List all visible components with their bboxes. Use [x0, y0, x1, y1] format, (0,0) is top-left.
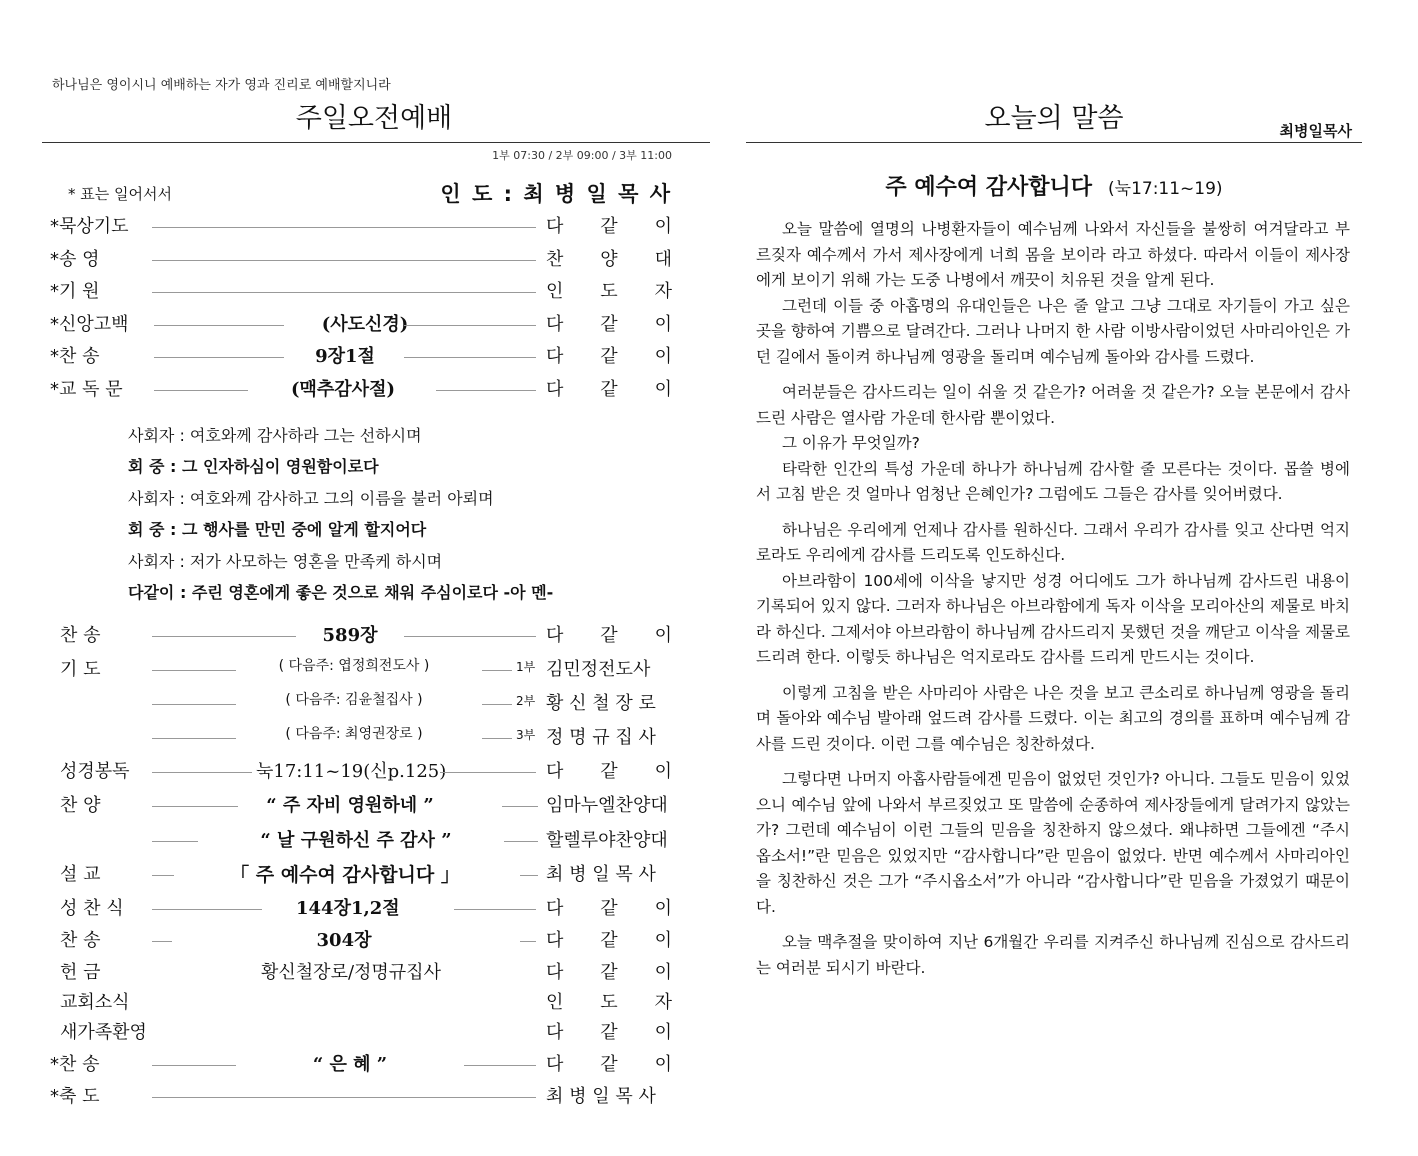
leader-line: [404, 357, 536, 358]
next-week-prayer: ( 다음주: 김윤철집사 ): [285, 692, 423, 708]
order-detail: (사도신경): [321, 314, 409, 335]
order-item-invocation: [50, 277, 672, 307]
order-item-prayer: [50, 723, 672, 753]
leader-line: [436, 390, 536, 391]
sermon-paragraph: 오늘 말씀에 열명의 나병환자들이 예수님께 나와서 자신들을 불쌍히 여겨달라고 부르짖자 예수께서 가서 제사장에게 너희 몸을 보이라 라고 하셨다. 따라서 이들이 제사장에게 보이기 위해 가는 도중 나병에서 깨끗이 치유된 것을 알게 된다.: [756, 220, 1350, 289]
order-label: 설 교: [60, 864, 101, 885]
service-part: 3부: [516, 728, 536, 742]
order-detail: 황신철장로/정명규집사: [261, 962, 441, 983]
order-item-benediction: [50, 1082, 672, 1112]
order-label: *신앙고백: [50, 314, 129, 335]
order-detail: 589장: [322, 625, 378, 646]
sermon-paragraph: 타락한 인간의 특성 가운데 하나가 하나님께 감사할 줄 모른다는 것이다. 몹쓸 병에서 고침 받은 것 얼마나 엄청난 은혜인가? 그럼에도 그들은 감사를 잊어버렸다.: [756, 459, 1350, 503]
leader-line: [152, 670, 236, 671]
leader-line: [154, 390, 248, 391]
responsive-line: 회 중 : 그 행사를 만민 중에 알게 할지어다: [128, 520, 427, 539]
leader-line: [520, 941, 536, 942]
order-item-anthem: [50, 826, 672, 856]
next-week-prayer: ( 다음주: 최영권장로 ): [285, 726, 423, 742]
choir-name: 임마누엘찬양대: [546, 795, 668, 816]
responsive-line: 다같이 : 주린 영혼에게 좋은 것으로 채워 주심이로다 -아 멘-: [128, 583, 554, 602]
order-item-new-family-welcome: [50, 1018, 672, 1048]
order-label: 찬 양: [60, 795, 101, 816]
service-times: 1부 07:30 / 2부 09:00 / 3부 11:00: [492, 149, 672, 162]
order-person: 최 병 일 목 사: [546, 864, 656, 885]
order-item-silent-prayer: [50, 212, 672, 242]
leader-line: [482, 738, 512, 739]
order-person: 다 같 이: [546, 1022, 672, 1043]
order-person: 다 같 이: [546, 930, 672, 951]
order-label: *찬 송: [50, 1054, 100, 1075]
order-label: *교 독 문: [50, 379, 123, 400]
sermon-title: 주 예수여 감사합니다: [885, 175, 1093, 200]
order-label: *축 도: [50, 1086, 100, 1107]
choir-name: 할렐루야찬양대: [546, 830, 668, 851]
order-label: 성경봉독: [60, 761, 130, 782]
responsive-line: 사회자 : 여호와께 감사하고 그의 이름을 불러 아뢰며: [128, 489, 494, 508]
order-person: 다 같 이: [546, 216, 672, 237]
leader-line: [152, 941, 172, 942]
page-title: 주일오전예배: [295, 103, 453, 134]
leader-line: [152, 875, 174, 876]
order-person: 다 같 이: [546, 346, 672, 367]
order-person: 다 같 이: [546, 314, 672, 335]
leader-line: [152, 292, 536, 293]
order-item-prayer: [50, 689, 672, 719]
prayer-leader: 황 신 철 장 로: [546, 693, 656, 714]
order-item-prayer: [50, 655, 672, 685]
leader-line: [440, 772, 536, 773]
order-detail: 눅17:11~19(신p.125): [256, 761, 447, 782]
leader: 인 도 : 최 병 일 목 사: [440, 182, 672, 206]
sermon-paragraph: 여러분들은 감사드리는 일이 쉬울 것 같은가? 어려울 것 같은가? 오늘 본문에서 감사드린 사람은 열사람 가운데 한사람 뿐이었다.: [756, 383, 1350, 427]
order-item-hymn: [50, 621, 672, 651]
leader-line: [502, 806, 538, 807]
sermon-paragraph: 이렇게 고침을 받은 사마리아 사람은 나은 것을 보고 큰소리로 하나님께 영광을 돌리며 돌아와 예수님 발아래 엎드려 감사를 드렸다. 이는 최고의 경의를 표하며 예수님께 감사를 드린 것이다. 이런 그를 예수님은 칭찬하셨다.: [756, 683, 1350, 753]
order-person: 인 도 자: [546, 992, 672, 1013]
order-person: 다 같 이: [546, 761, 672, 782]
order-label: 찬 송: [60, 930, 101, 951]
order-label: *찬 송: [50, 346, 100, 367]
divider: [42, 142, 710, 143]
order-person: 인 도 자: [546, 281, 672, 302]
prayer-leader: 김민정전도사: [546, 659, 651, 680]
order-detail: 144장1,2절: [296, 898, 400, 919]
order-item-praise: [50, 245, 672, 275]
leader-line: [152, 704, 236, 705]
sermon-paragraph: 하나님은 우리에게 언제나 감사를 원하신다. 그래서 우리가 감사를 잊고 산다면 억지로라도 우리에게 감사를 드리도록 인도하신다.: [756, 520, 1350, 564]
order-person: 다 같 이: [546, 1054, 672, 1075]
order-item-church-news: [50, 988, 672, 1018]
order-item-offering: [50, 958, 672, 988]
sermon-paragraph: 그렇다면 나머지 아홉사람들에겐 믿음이 없었던 것인가? 아니다. 그들도 믿음이 있었으니 예수님 앞에 나와서 부르짖었고 또 말씀에 순종하여 제사장들에게 달려가지 않았는가? 그런데 예수님이 이런 그들의 믿음을 칭찬하지 않으셨다. 왜냐하면 그들에겐 “주시옵소서!”란 믿음은 있었지만 “감사합니다”란 믿음이 없었다. 반면 예수께서 사마리아인을 칭찬하신 것은 그가 “주시옵소서”가 아니라 “감사합니다”란 믿음을 가졌었기 때문이다.: [756, 770, 1350, 916]
order-label: 기 도: [60, 659, 101, 680]
prayer-leader: 정 명 규 집 사: [546, 727, 656, 748]
order-label: 성 찬 식: [60, 898, 124, 919]
order-detail: 304장: [316, 930, 372, 951]
responsive-line: 회 중 : 그 인자하심이 영원함이로다: [128, 457, 379, 476]
anthem-title: “ 주 자비 영원하네 ”: [266, 795, 434, 816]
divider: [746, 142, 1362, 143]
order-item-scripture: [50, 757, 672, 787]
stand-note: * 표는 일어서서: [68, 185, 172, 203]
responsive-line: 사회자 : 여호와께 감사하라 그는 선하시며: [128, 426, 422, 445]
motto: 하나님은 영이시니 예배하는 자가 영과 진리로 예배할지니라: [52, 78, 391, 93]
leader-line: [152, 1097, 536, 1098]
leader-line: [152, 227, 536, 228]
service-part: 2부: [516, 694, 536, 708]
sermon-paragraph: 오늘 맥추절을 맞이하여 지난 6개월간 우리를 지켜주신 하나님께 진심으로 감사드리는 여러분 되시기 바란다.: [756, 933, 1350, 977]
order-detail: (맥추감사절): [291, 379, 395, 400]
responsive-line: 사회자 : 저가 사모하는 영혼을 만족케 하시며: [128, 552, 443, 571]
leader-line: [454, 909, 536, 910]
scripture-reference: (눅17:11~19): [1108, 179, 1223, 199]
anthem-title: “ 날 구원하신 주 감사 ”: [260, 830, 452, 851]
sermon-body: [756, 217, 1350, 981]
order-person: 다 같 이: [546, 625, 672, 646]
leader-line: [520, 875, 538, 876]
order-person: 최 병 일 목 사: [546, 1086, 656, 1107]
order-label: *송 영: [50, 249, 100, 270]
leader-line: [152, 806, 238, 807]
next-week-prayer: ( 다음주: 엽정희전도사 ): [278, 658, 430, 674]
page-title: 오늘의 말씀: [984, 103, 1124, 134]
order-item-communion: [50, 894, 672, 924]
order-item-sermon: [50, 860, 672, 890]
order-person: 다 같 이: [546, 962, 672, 983]
order-person: 찬 양 대: [546, 249, 672, 270]
sermon-paragraph: 그 이유가 무엇일까?: [782, 434, 920, 452]
order-label: *기 원: [50, 281, 100, 302]
leader-line: [482, 670, 512, 671]
order-item-hymn: [50, 926, 672, 956]
sermon-paragraph: 그런데 이들 중 아홉명의 유대인들은 나은 줄 알고 그냥 그대로 자기들이 가고 싶은 곳을 향하여 기쁨으로 달려간다. 그러나 나머지 한 사람 이방사람이었던 사마리아인은 가던 길에서 돌이켜 하나님께 영광을 돌리며 예수님께 돌아와 감사를 드렸다.: [756, 296, 1350, 366]
service-part: 1부: [516, 660, 536, 674]
order-detail: 9장1절: [315, 346, 375, 367]
leader-line: [504, 841, 538, 842]
leader-line: [152, 772, 252, 773]
order-item-hymn: [50, 342, 672, 372]
leader-line: [152, 841, 198, 842]
sermon-heading: [746, 170, 1362, 201]
order-person: 다 같 이: [546, 379, 672, 400]
order-item-creed: [50, 310, 672, 340]
leader-line: [154, 357, 284, 358]
leader-line: [464, 1065, 536, 1066]
leader-line: [154, 325, 284, 326]
author-name: 최병일목사: [1279, 122, 1352, 140]
leader-line: [404, 325, 536, 326]
sermon-title: 「 주 예수여 감사합니다 」: [230, 864, 460, 886]
order-item-hymn: [50, 1050, 672, 1080]
order-label: 헌 금: [60, 962, 101, 983]
order-label: 새가족환영: [60, 1022, 147, 1043]
order-label: 찬 송: [60, 625, 101, 646]
leader-line: [152, 738, 236, 739]
leader-line: [152, 636, 296, 637]
leader-line: [152, 1065, 236, 1066]
leader-line: [152, 909, 262, 910]
order-item-responsive-reading: [50, 375, 672, 405]
leader-line: [404, 636, 536, 637]
order-item-anthem: [50, 791, 672, 821]
order-label: *묵상기도: [50, 216, 129, 237]
order-person: 다 같 이: [546, 898, 672, 919]
leader-line: [152, 260, 536, 261]
order-label: 교회소식: [60, 992, 130, 1013]
leader-line: [482, 704, 512, 705]
sermon-paragraph: 아브라함이 100세에 이삭을 낳지만 성경 어디에도 그가 하나님께 감사드린 내용이 기록되어 있지 않다. 그러자 하나님은 아브라함에게 독자 이삭을 모리아산의 제물로 바치라 하신다. 그제서야 아브라함이 하나님께 감사드리지 못했던 것을 깨닫고 이삭을 제물로 드리려 한다. 이렇듯 하나님은 억지로라도 감사를 드리게 만드시는 것이다.: [756, 571, 1350, 666]
order-detail: “ 은 혜 ”: [312, 1054, 388, 1075]
